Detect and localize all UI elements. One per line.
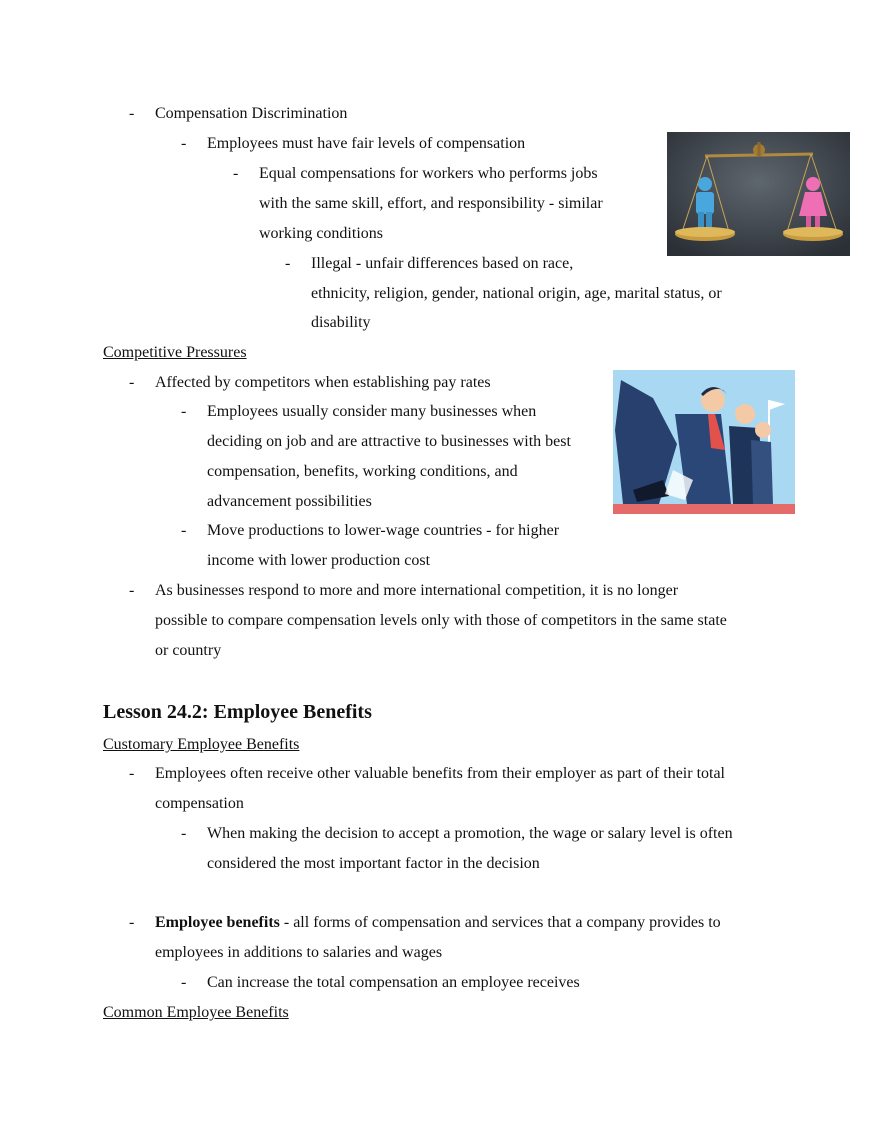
section-heading: Competitive Pressures (103, 344, 247, 361)
list-item: Illegal - unfair differences based on race, (311, 255, 574, 272)
bullet-dash: - (181, 522, 187, 539)
term-bold: Employee benefits (155, 914, 280, 931)
list-item-cont: compensation, benefits, working conditions, and (207, 463, 518, 480)
list-item: Equal compensations for workers who performs jobs (259, 165, 598, 182)
list-item-cont: disability (311, 314, 371, 331)
bullet-dash: - (181, 825, 187, 842)
list-item: Can increase the total compensation an employee receives (207, 974, 580, 991)
bullet-dash: - (233, 165, 239, 182)
list-item-cont: possible to compare compensation levels only with those of competitors in the same state (155, 612, 727, 629)
bullet-dash: - (181, 135, 187, 152)
section-heading: Customary Employee Benefits (103, 736, 300, 753)
list-item-cont: or country (155, 642, 222, 659)
bullet-dash: - (181, 974, 187, 991)
bullet-dash: - (129, 105, 135, 122)
list-item-cont: compensation (155, 795, 244, 812)
list-item: Employees often receive other valuable benefits from their employer as part of their total (155, 765, 725, 782)
list-item-cont: deciding on job and are attractive to businesses with best (207, 433, 571, 450)
list-item-cont: considered the most important factor in the decision (207, 855, 540, 872)
bullet-dash: - (181, 403, 187, 420)
bullet-dash: - (129, 914, 135, 931)
term-definition: - all forms of compensation and services that a company provides to (279, 914, 721, 931)
list-item-cont: income with lower production cost (207, 552, 431, 569)
lesson-title: Lesson 24.2: Employee Benefits (103, 701, 372, 723)
list-item-cont: employees in additions to salaries and wages (155, 944, 443, 961)
balance-scale-illustration (667, 132, 850, 256)
list-item: Employees usually consider many businesses when (207, 403, 537, 420)
bullet-dash: - (285, 255, 291, 272)
list-item-cont: with the same skill, effort, and responsibility - similar (259, 195, 603, 212)
business-race-illustration (613, 370, 795, 514)
list-item: Compensation Discrimination (155, 105, 348, 122)
list-item: When making the decision to accept a promotion, the wage or salary level is often (207, 825, 733, 842)
list-item-cont: working conditions (259, 225, 383, 242)
list-item: Move productions to lower-wage countries - for higher (207, 522, 560, 539)
bullet-dash: - (129, 765, 135, 782)
list-item: Affected by competitors when establishing pay rates (155, 374, 491, 391)
list-item (155, 908, 721, 938)
list-item: As businesses respond to more and more international competition, it is no longer (155, 582, 679, 599)
bullet-dash: - (129, 582, 135, 599)
bullet-dash: - (129, 374, 135, 391)
list-item-cont: advancement possibilities (207, 493, 372, 510)
section-heading: Common Employee Benefits (103, 1004, 289, 1021)
list-item: Employees must have fair levels of compensation (207, 135, 526, 152)
list-item-cont: ethnicity, religion, gender, national origin, age, marital status, or (311, 285, 722, 302)
